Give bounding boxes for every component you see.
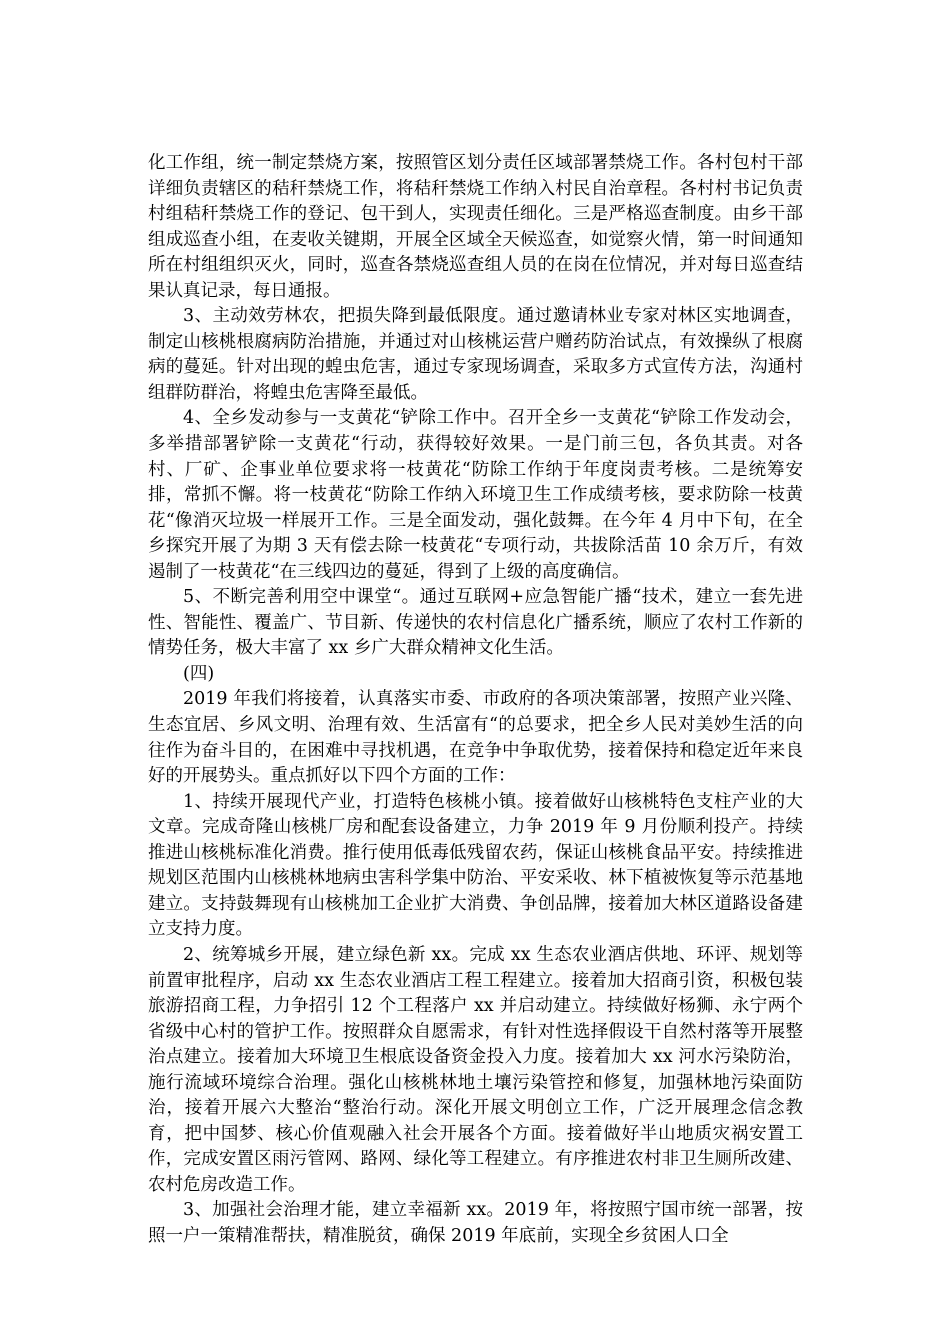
paragraph-burning-ban-continued: 化工作组，统一制定禁烧方案，按照管区划分责任区域部署禁烧工作。各村包村干部详细负责辖区的秸秆禁烧工作，将秸秆禁烧工作纳入村民自治章程。各村村书记负责村组秸秆禁烧工作的登记、包干到人，实现责任细化。三是严格巡查制度。由乡干部组成巡查小组，在麦收关键期，开展全区域全天候巡查，如觉察火情，第一时间通知所在村组组织灭火，同时，巡查各禁烧巡查组人员的在岗在位情况，并对每日巡查结果认真记录，每日通报。 — [148, 153, 803, 301]
paragraph-plan-item-3-governance: 3、加强社会治理才能，建立幸福新 xx。2019 年，将按照宁国市统一部署，按照一户一策精准帮扶，精准脱贫，确保 2019 年底前，实现全乡贫困人口全 — [148, 1200, 803, 1246]
document-body — [148, 151, 803, 1250]
paragraph-item-5-air-classroom: 5、不断完善利用空中课堂“。通过互联网+应急智能广播“技术，建立一套先进性、智能性、覆盖广、节目新、传递快的农村信息化广播系统，顺应了农村工作新的情势任务，极大丰富了 xx 乡广大群众精神文化生活。 — [148, 587, 803, 659]
paragraph-item-3-forestry-service: 3、主动效劳林农，把损失降到最低限度。通过邀请林业专家对林区实地调查，制定山核桃根腐病防治措施，并通过对山核桃运营户赠药防治试点，有效操纵了根腐病的蔓延。针对出现的蝗虫危害，通过专家现场调查，采取多方式宣传方法，沟通村组群防群治，将蝗虫危害降至最低。 — [148, 306, 803, 403]
paragraph-item-4-goldenrod-removal: 4、全乡发动参与一支黄花“铲除工作中。召开全乡一支黄花“铲除工作发动会，多举措部署铲除一支黄花“行动，获得较好效果。一是门前三包，各负其责。对各村、厂矿、企事业单位要求将一枝黄花“防除工作纳于年度岗责考核。二是统筹安排，常抓不懈。将一枝黄花“防除工作纳入环境卫生工作成绩考核，要求防除一枝黄花“像消灭垃圾一样展开工作。三是全面发动，强化鼓舞。在今年 4 月中下旬，在全乡探究开展了为期 3 天有偿去除一枝黄花“专项行动，共拔除活苗 10 余万斤，有效遏制了一枝黄花“在三线四边的蔓延，得到了上级的高度确信。 — [148, 408, 803, 582]
paragraph-plan-item-1-industry: 1、持续开展现代产业，打造特色核桃小镇。接着做好山核桃特色支柱产业的大文章。完成奇隆山核桃厂房和配套设备建立，力争 2019 年 9 月份顺利投产。持续推进山核桃标准化消费。推行使用低毒低残留农药，保证山核桃食品平安。持续推进规划区范围内山核桃林地病虫害科学集中防治、平安采收、林下植被恢复等示范基地建立。支持鼓舞现有山核桃加工企业扩大消费、争创品牌，接着加大林区道路设备建立支持力度。 — [148, 791, 803, 940]
paragraph-plan-item-2-urban-rural: 2、统筹城乡开展，建立绿色新 xx。完成 xx 生态农业酒店供地、环评、规划等前置审批程序，启动 xx 生态农业酒店工程工程建立。接着加大招商引资，积极包装旅游招商工程，力争招引 12 个工程落户 xx 并启动建立。持续做好杨狮、永宁两个省级中心村的管护工作。按照群众自愿需求，有针对性选择假设干自然村落等开展整治点建立。接着加大环境卫生根底设备资金投入力度。接着加大 xx 河水污染防治，施行流域环境综合治理。强化山核桃林地土壤污染管控和修复，加强林地污染面防治，接着开展六大整治“整治行动。深化开展文明创立工作，广泛开展理念信念教育，把中国梦、核心价值观融入社会开展各个方面。接着做好半山地质灾祸安置工作，完成安置区雨污管网、路网、绿化等工程建立。有序推进农村非卫生厕所改建、农村危房改造工作。 — [148, 944, 803, 1195]
section-heading-four: (四) — [183, 663, 215, 684]
paragraph-2019-plan-intro: 2019 年我们将接着，认真落实市委、市政府的各项决策部署，按照产业兴隆、生态宜居、乡风文明、治理有效、生活富有“的总要求，把全乡人民对美妙生活的向往作为奋斗目的，在困难中寻找机遇，在竞争中争取优势，接着保持和稳定近年来良好的开展势头。重点抓好以下四个方面的工作： — [148, 689, 803, 787]
